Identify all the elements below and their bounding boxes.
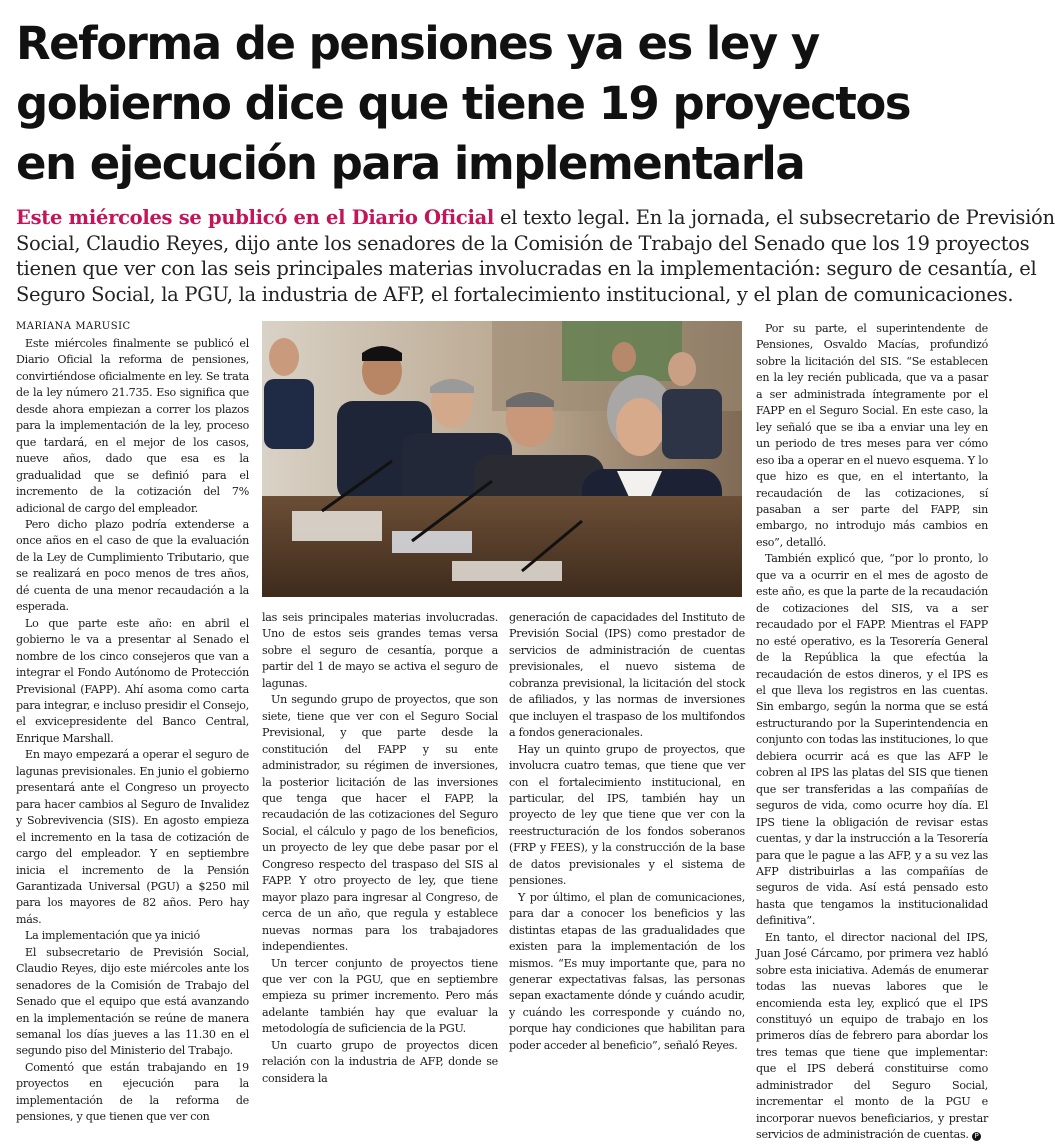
lead-highlight: Este miércoles se publicó en el Diario Oficial	[16, 206, 495, 229]
body-text: En tanto, el director nacional del IPS, Juan José Cárcamo, por primera vez habló sobre esta iniciativa. Además de enumerar todas las nuevas labores que le encomienda esta ley, explicó que el IPS constituyó un equipo de trabajo en los primeros días de febrero para abordar los tres temas que tiene que implementar: que el IPS deberá constituirse como administrador del Seguro Social, incrementar el monto de la PGU e incorporar nuevos beneficiarios, y prestar servicios de administración de cuentas.	[756, 930, 988, 1142]
lead-line	[16, 205, 1055, 231]
end-of-article-icon: P	[972, 1132, 981, 1141]
body-paragraph: Un cuarto grupo de proyectos dicen relación con la industria de AFP, donde se considera la	[262, 1038, 498, 1085]
lead-line: Seguro Social, la PGU, la industria de AFP, el fortalecimiento institucional, y el plan de comunicaciones.	[16, 282, 1014, 306]
body-column-2	[262, 610, 498, 1085]
body-paragraph: Comentó que están trabajando en 19 proyectos en ejecución para la implementación de la reforma de pensiones, y que tienen que ver con	[16, 1060, 249, 1124]
body-paragraph: El subsecretario de Previsión Social, Claudio Reyes, dijo este miércoles ante los senadores de la Comisión de Trabajo del Senado que el equipo que está avanzando en la implementación se reúne de manera semanal los días jueves a las 11.30 en el segundo piso del Ministerio del Trabajo.	[16, 945, 249, 1058]
body-paragraph: Hay un quinto grupo de proyectos, que involucra cuatro temas, que tiene que ver con el fortalecimiento institucional, en particular, del IPS, también hay un proyecto de ley que tiene que ver con la reestructuración de los fondos soberanos (FRP y FEES), y la construcción de la base de datos previsionales y el sistema de pensiones.	[509, 742, 745, 888]
body-column-3	[509, 610, 745, 1052]
body-paragraph	[756, 930, 988, 1144]
body-paragraph: También explicó que, “por lo pronto, lo que va a ocurrir en el mes de agosto de este año, es que la parte de la recaudación de cotizaciones del SIS, va a ser recaudado por el FAPP. Mientras el FAPP no esté operativo, es la Tesorería General de la República la que efectúa la recaudación de estos dineros, y el IPS es el que lleva los registros en las cuentas. Sin embargo, según la norma que se está estructurando por la Superintendencia en conjunto con todas las instituciones, lo que debiera ocurrir acá es que las AFP le cobren al IPS las platas del SIS que tienen que ser transferidas a las compañías de seguros de vida, como ocurre hoy día. El IPS tiene la obligación de revisar estas cuentas, y dar la instrucción a la Tesorería para que le pague a las AFP, y a su vez las AFP distribuirlas a las compañías de seguros de vida. Así está pensado esto hasta que tengamos la institucionalidad definitiva”.	[756, 552, 988, 928]
news-photo	[262, 321, 742, 597]
body-paragraph: generación de capacidades del Instituto de Previsión Social (IPS) como prestador de servicios de administración de cuentas previsionales, el nuevo sistema de cobranza previsional, la licitación del stock de afiliados, y las normas de inversiones que incluyen el traspaso de los multifondos a fondos generacionales.	[509, 611, 745, 740]
headline-line: Reforma de pensiones ya es ley y	[16, 17, 819, 70]
photo-illustration	[262, 321, 742, 597]
byline: MARIANA MARUSIC	[16, 321, 131, 332]
body-paragraph: Y por último, el plan de comunicaciones, para dar a conocer los beneficios y las distintas etapas de las gradualidades que existen para la implementación de los mismos. “Es muy importante que, para no generar expectativas falsas, las personas sepan exactamente dónde y cuándo acudir, y cuándo les corresponde y cuándo no, porque hay condiciones que habilitan para poder acceder al beneficio”, señaló Reyes.	[509, 890, 745, 1052]
body-paragraph: Pero dicho plazo podría extenderse a once años en el caso de que la evaluación de la Ley de Cumplimiento Tributario, que se realizará en poco menos de tres años, dé cuenta de una menor recaudación a la esperada.	[16, 517, 249, 614]
body-paragraph: Lo que parte este año: en abril el gobierno le va a presentar al Senado el nombre de los cinco consejeros que van a integrar el Fondo Autónomo de Protección Previsional (FAPP). Ahí asoma como carta para integrar, e incluso presidir el Consejo, el exvicepresidente del Banco Central, Enrique Marshall.	[16, 616, 249, 745]
body-column-1	[16, 336, 249, 1124]
lead-line: tienen que ver con las seis principales materias involucradas en la implementación: seguro de cesantía, el	[16, 257, 1037, 280]
body-paragraph: Un tercer conjunto de proyectos tiene que ver con la PGU, que en septiembre empieza su primer incremento. Pero más adelante también hay que evaluar la metodología de suficiencia de la PGU.	[262, 956, 498, 1036]
lead-text: el texto legal. En la jornada, el subsecretario de Previsión	[494, 206, 1055, 229]
headline-line: en ejecución para implementarla	[16, 137, 805, 190]
body-paragraph: En mayo empezará a operar el seguro de lagunas previsionales. En junio el gobierno presentará ante el Congreso un proyecto para hacer cambios al Seguro de Invalidez y Sobrevivencia (SIS). En agosto empieza el incremento en la tasa de cotización de cargo del empleador. Y en septiembre inicia el incremento de la Pensión Garantizada Universal (PGU) a $250 mil para los mayores de 82 años. Pero hay más.	[16, 748, 249, 926]
headline-line: gobierno dice que tiene 19 proyectos	[16, 77, 911, 130]
lead-line: Social, Claudio Reyes, dijo ante los senadores de la Comisión de Trabajo del Senado que los 19 proyectos	[16, 231, 1030, 255]
lead-paragraph	[16, 205, 1055, 307]
body-paragraph: las seis principales materias involucradas. Uno de estos seis grandes temas versa sobre el seguro de cesantía, porque a partir del 1 de mayo se activa el seguro de lagunas.	[262, 611, 498, 690]
body-paragraph: Este miércoles finalmente se publicó el Diario Oficial la reforma de pensiones, convirtiéndose oficialmente en ley. Se trata de la ley número 21.735. Eso significa que desde ahora empiezan a correr los plazos para la implementación de la ley, proceso que tardará, en el mejor de los casos, nueve años, dado que esa es la gradualidad que se definió para el incremento de la cotización del 7% adicional de cargo del empleador.	[16, 337, 249, 515]
body-paragraph: Por su parte, el superintendente de Pensiones, Osvaldo Macías, profundizó sobre la licitación del SIS. “Se establecen en la ley recién publicada, que va a pasar a ser administrada íntegramente por el FAPP en el Seguro Social. En este caso, la ley señaló que se iba a enviar una ley en un periodo de tres meses para ver cómo eso iba a operar en el nuevo esquema. Y lo que hizo es que, en el intertanto, la recaudación de las cotizaciones, sí pasaban a ser parte del FAPP, sin embargo, no introdujo más cambios en eso”, detalló.	[756, 322, 988, 549]
body-paragraph: Un segundo grupo de proyectos, que son siete, tiene que ver con el Seguro Social Previsional, y que parte desde la constitución del FAPP y su ente administrador, su régimen de inversiones, la posterior licitación de las inversiones que tenga que hacer el FAPP, la recaudación de las cotizaciones del Seguro Social, el cálculo y pago de los beneficios, un proyecto de ley que debe pasar por el Congreso respecto del traspaso del SIS al FAPP. Y otro proyecto de ley, que tiene mayor plazo para ingresar al Congreso, de cerca de un año, que regula y establece nuevas normas para los trabajadores independientes.	[262, 693, 498, 954]
headline	[16, 14, 986, 194]
subheading: La implementación que ya inició	[25, 929, 200, 943]
body-column-4	[756, 321, 988, 1142]
